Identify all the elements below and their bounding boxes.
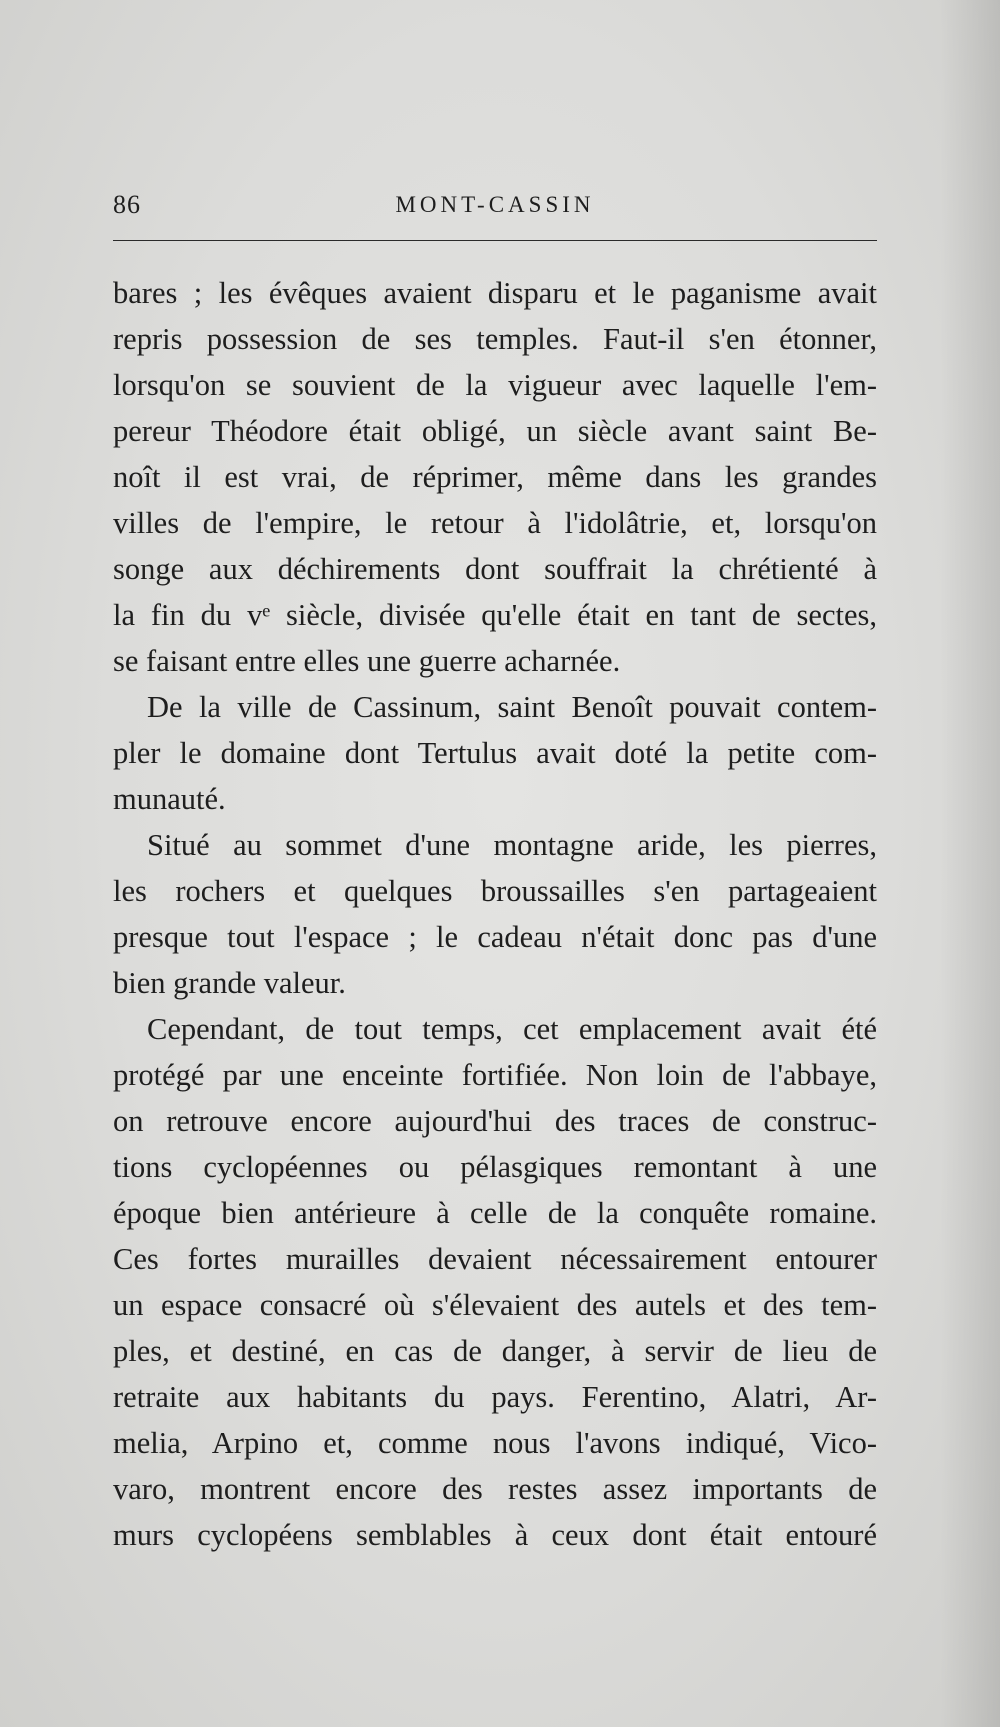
running-title: MONT-CASSIN: [395, 192, 595, 217]
text-line: Situé au sommet d'une montagne aride, les pierres,: [147, 828, 877, 862]
text-line: un espace consacré où s'élevaient des autels et des tem-: [113, 1288, 877, 1322]
text-line: songe aux déchirements dont souffrait la chrétienté à: [113, 552, 877, 586]
text-line: lorsqu'on se souvient de la vigueur avec laquelle l'em-: [113, 368, 877, 402]
text-line: les rochers et quelques broussailles s'en partageaient: [113, 874, 877, 908]
text-line: la fin du vᵉ siècle, divisée qu'elle était en tant de sectes,: [113, 598, 877, 632]
text-line: melia, Arpino et, comme nous l'avons indiqué, Vico-: [113, 1426, 877, 1460]
text-line: tions cyclopéennes ou pélasgiques remontant à une: [113, 1150, 877, 1184]
running-head: [113, 190, 877, 224]
text-line: villes de l'empire, le retour à l'idolâtrie, et, lorsqu'on: [113, 506, 877, 540]
text-line: bien grande valeur.: [113, 966, 346, 1000]
body-text: [113, 270, 877, 1558]
text-line: retraite aux habitants du pays. Ferentino, Alatri, Ar-: [113, 1380, 877, 1414]
text-line: Cependant, de tout temps, cet emplacement avait été: [147, 1012, 877, 1046]
text-line: pereur Théodore était obligé, un siècle avant saint Be-: [113, 414, 877, 448]
text-line: presque tout l'espace ; le cadeau n'était donc pas d'une: [113, 920, 877, 954]
text-line: se faisant entre elles une guerre acharnée.: [113, 644, 621, 678]
text-line: on retrouve encore aujourd'hui des traces de construc-: [113, 1104, 877, 1138]
page-number: 86: [113, 190, 141, 219]
text-line: protégé par une enceinte fortifiée. Non loin de l'abbaye,: [113, 1058, 877, 1092]
text-line: pler le domaine dont Tertulus avait doté la petite com-: [113, 736, 877, 770]
text-line: bares ; les évêques avaient disparu et le paganisme avait: [113, 276, 877, 310]
text-line: époque bien antérieure à celle de la conquête romaine.: [113, 1196, 877, 1230]
text-line: repris possession de ses temples. Faut-il s'en étonner,: [113, 322, 877, 356]
page-edge-shadow: [940, 0, 1000, 1727]
text-line: De la ville de Cassinum, saint Benoît pouvait contem-: [147, 690, 877, 724]
text-line: murs cyclopéens semblables à ceux dont était entouré: [113, 1518, 877, 1552]
text-line: noît il est vrai, de réprimer, même dans les grandes: [113, 460, 877, 494]
text-line: munauté.: [113, 782, 226, 816]
text-line: ples, et destiné, en cas de danger, à servir de lieu de: [113, 1334, 877, 1368]
text-line: Ces fortes murailles devaient nécessairement entourer: [113, 1242, 877, 1276]
header-rule: [113, 240, 877, 241]
text-line: varo, montrent encore des restes assez importants de: [113, 1472, 877, 1506]
